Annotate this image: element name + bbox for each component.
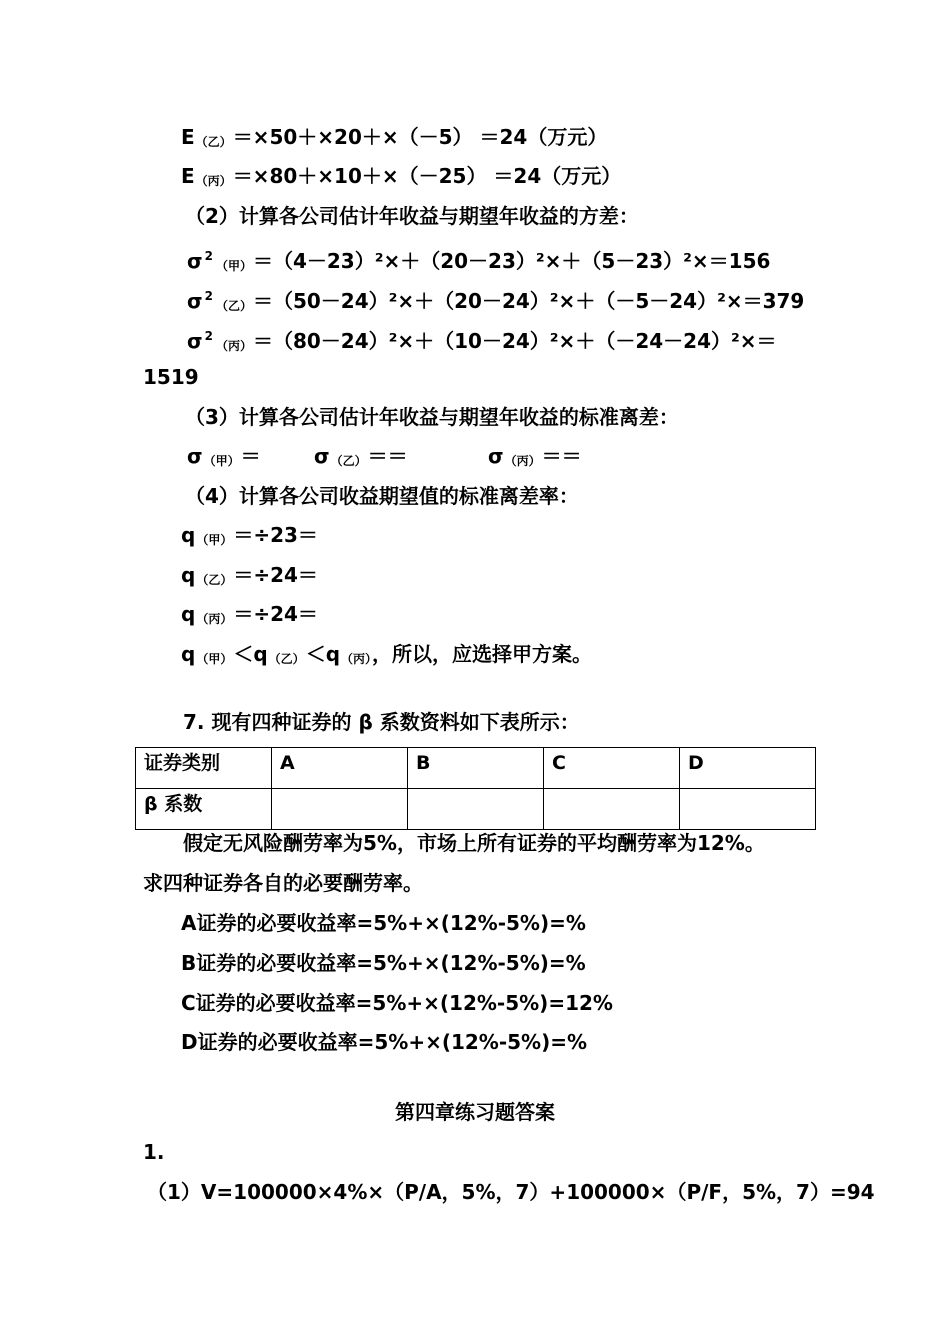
rate-line-jia: q（甲）＝÷23＝ <box>181 523 318 547</box>
assumption-line-1: 假定无风险酬劳率为5%，市场上所有证券的平均酬劳率为12%。 <box>183 831 765 855</box>
table-cell: D <box>680 748 816 789</box>
required-return-c: C证券的必要收益率=5%+×(12%-5%)=12% <box>181 991 613 1015</box>
assumption-line-2: 求四种证券各自的必要酬劳率。 <box>143 871 423 895</box>
item-1-formula: （1）V=100000×4%×（P/A，5%，7）+100000×（P/F，5%，7）=94 <box>147 1180 875 1204</box>
beta-table <box>135 747 816 830</box>
step4-heading: （4）计算各公司收益期望值的标准离差率： <box>185 484 579 508</box>
table-cell <box>544 789 680 830</box>
table-cell <box>408 789 544 830</box>
beta-table-header-row <box>136 748 816 789</box>
table-cell: A <box>272 748 408 789</box>
item-1-number: 1. <box>143 1140 165 1164</box>
required-return-b: B证券的必要收益率=5%+×(12%-5%)=% <box>181 951 586 975</box>
table-cell <box>272 789 408 830</box>
table-cell: β 系数 <box>136 789 272 830</box>
expectation-line-yi: E（乙）＝×50＋×20＋×（－5） ＝24（万元） <box>181 125 608 149</box>
conclusion-line: q（甲）＜q（乙）＜q（丙），所以，应选择甲方案。 <box>181 642 593 666</box>
variance-line-jia: σ $^2$（甲）＝（4－23）²×＋（20－23）²×＋（5－23）²×＝156 <box>187 249 771 273</box>
step2-heading: （2）计算各公司估计年收益与期望年收益的方差： <box>185 204 639 228</box>
beta-table-row <box>136 789 816 830</box>
step3-heading: （3）计算各公司估计年收益与期望年收益的标准离差： <box>185 405 679 429</box>
variance-line-yi: σ $^2$（乙）＝（50－24）²×＋（20－24）²×＋（－5－24）²×＝379 <box>187 289 805 313</box>
table-cell: C <box>544 748 680 789</box>
std-dev-bing: σ（丙）＝＝ <box>488 444 582 468</box>
rate-line-yi: q（乙）＝÷24＝ <box>181 563 318 587</box>
expectation-line-bing: E（丙）＝×80＋×10＋×（－25） ＝24（万元） <box>181 164 622 188</box>
required-return-a: A证券的必要收益率=5%+×(12%-5%)=% <box>181 911 586 935</box>
table-cell: 证券类别 <box>136 748 272 789</box>
std-dev-jia: σ（甲）＝ <box>187 444 261 468</box>
std-dev-yi: σ（乙）＝＝ <box>314 444 408 468</box>
question-7: 7. 现有四种证券的 β 系数资料如下表所示： <box>183 710 580 734</box>
rate-line-bing: q（丙）＝÷24＝ <box>181 602 318 626</box>
chapter-title: 第四章练习题答案 <box>395 1100 555 1124</box>
variance-line-bing: σ $^2$（丙）＝（80－24）²×＋（10－24）²×＋（－24－24）²×＝ <box>187 329 777 353</box>
required-return-d: D证券的必要收益率=5%+×(12%-5%)=% <box>181 1030 588 1054</box>
table-cell <box>680 789 816 830</box>
table-cell: B <box>408 748 544 789</box>
variance-wrap: 1519 <box>143 365 199 389</box>
